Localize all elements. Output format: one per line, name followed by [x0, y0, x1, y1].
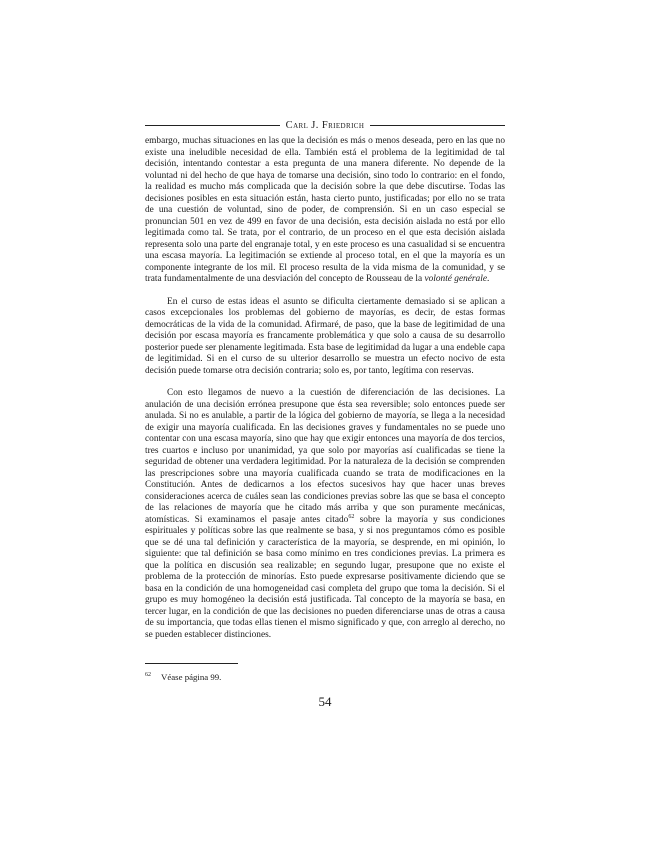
body-text	[145, 136, 505, 641]
paragraph-1	[145, 136, 505, 286]
running-head: Carl J. Friedrich	[285, 120, 365, 131]
footnote-mark: 62	[145, 672, 151, 678]
footnote-reference[interactable]: 62	[348, 513, 355, 520]
paragraph-3-text-a: Con esto llegamos de nuevo a la cuestión de diferenciación de las decisiones. La anulación de una decisión errónea presupone que ésta sea reversible; solo entonces puede ser anulada. Si no es anulable, a partir de la lógica del gobierno de mayoría, se llega a la necesidad de exigir una mayoría cualificada. En las decisiones graves y fundamentales no se puede uno contentar con una escasa mayoría, sino que hay que exigir entonces una mayoría de dos tercios, tres cuartos e incluso por unanimidad, ya que solo por mayorías así cualificadas se tiene la seguridad de obtener una verdadera legitimidad. Por la naturaleza de la decisión se comprenden las prescripciones sobre una mayoría cualificada cuando se trata de modificaciones en la Constitución. Antes de dedicarnos a los efectos sucesivos hay que hacer unas breves consideraciones acerca de cuáles sean las condiciones previas sobre las que se basa el concepto de las relaciones de mayoría que he citado más arriba y que son puramente mecánicas, atomísticas. Si examinamos el pasaje antes citado	[145, 388, 505, 525]
running-header	[145, 120, 505, 131]
paragraph-1-text: embargo, muchas situaciones en las que la decisión es más o menos deseada, pero en las que no existe una ineludible necesidad de ella. También está el problema de la legitimidad de tal decisión, intentando contestar a esta pregunta de una manera diferente. No depende de la voluntad ni del hecho de que haya de tomarse una decisión, sino todo lo contrario: en el fondo, la realidad es mucho más complicada que la decisión sobre la que debe discutirse. Todas las decisiones posibles en esta situación están, hasta cierto punto, justificadas; por ello no se trata de una cuestión de voluntad, sino de poder, de comprensión. Si en un caso especial se pronuncian 501 en vez de 499 en favor de una decisión, esta decisión aislada no está por ello legitimada como tal. Se trata, por el contrario, de un proceso en el que esta decisión aislada representa solo una parte del engranaje total, y en este proceso es una casualidad si se encuentra una escasa mayoría. La legitimación se extiende al proceso total, en el que la mayoría es un componente integrante de los mil. El proceso resulta de la vida misma de la comunidad, y se trata fundamentalmente de una desviación del concepto de Rousseau de la	[145, 136, 505, 284]
page-number: 54	[318, 694, 332, 709]
footnote-text: Véase página 99.	[161, 671, 222, 682]
paragraph-2: En el curso de estas ideas el asunto se dificulta ciertamente demasiado si se aplican a casos excepcionales los problemas del gobierno de mayorías, es decir, de estas formas democráticas de la vida de la comunidad. Afirmaré, de paso, que la base de legitimidad de una decisión por escasa mayoría es francamente problemática y que solo a causa de su desarrollo posterior puede ser plenamente legitimada. Esta base de legitimidad da lugar a una endeble capa de legitimidad. Si en el curso de su ulterior desarrollo se muestra un efecto nocivo de esta decisión puede tomarse otra decisión contraria; solo es, por tanto, legítima con reservas.	[145, 296, 505, 376]
footnote-rule	[145, 663, 238, 664]
header-rule-left	[145, 125, 280, 126]
paragraph-3	[145, 388, 505, 641]
footnote	[145, 670, 505, 683]
paragraph-1-italic: volonté genérale	[424, 274, 487, 284]
header-rule-right	[370, 125, 505, 126]
paragraph-1-end: .	[486, 274, 490, 284]
paragraph-3-text-b: sobre la mayoría y sus condiciones espirituales y políticas sobre las que realmente se basa, y si nos preguntamos cómo es posible que se dé una tal definición y característica de la mayoría, se desprende, en mi opinión, lo siguiente: que tal definición se basa como mínimo en tres condiciones previas. La primera es que la política en discusión sea realizable; en segundo lugar, presupone que no existe el problema de la protección de minorías. Esto puede expresarse positivamente diciendo que se basa en la condición de una homogeneidad casi completa del grupo que toma la decisión. Si el grupo es muy homogéneo la decisión está justificada. Tal concepto de la mayoría se basa, en tercer lugar, en la condición de que las decisiones no pueden diferenciarse unas de otras a causa de su importancia, que todas ellas tienen el mismo significado y que, con arreglo al derecho, no se pueden establecer distinciones.	[145, 514, 506, 640]
